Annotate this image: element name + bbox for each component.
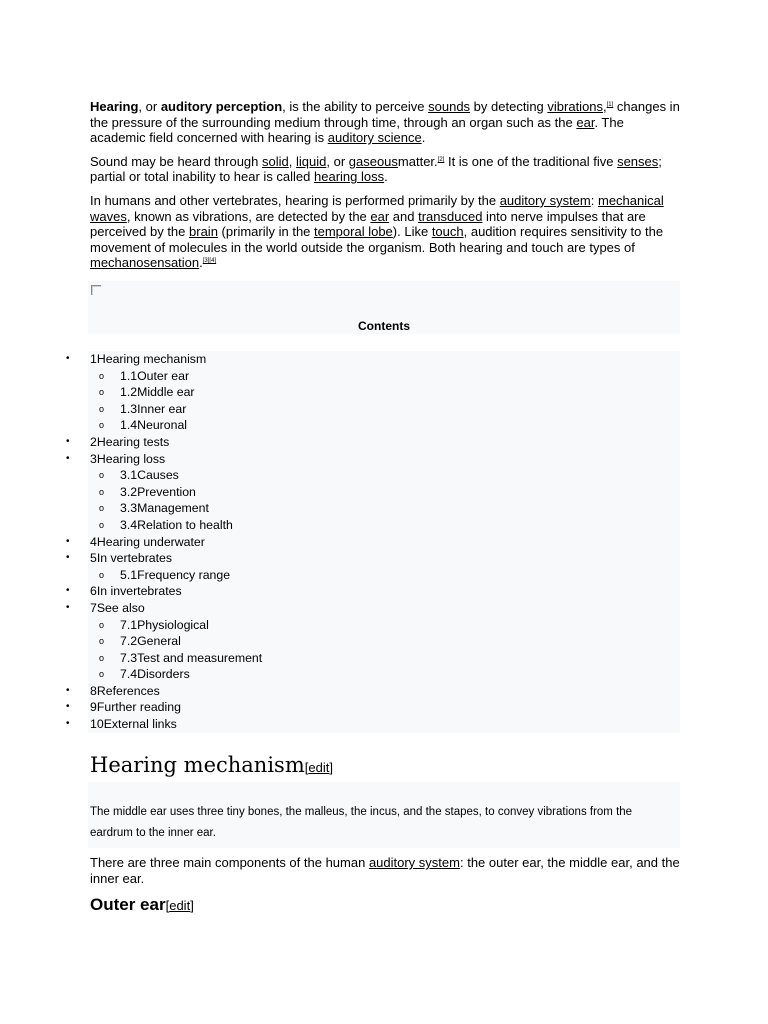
toc-label: Prevention: [137, 484, 196, 499]
toc-item-background: [88, 434, 680, 451]
toc-label: Frequency range: [137, 567, 231, 582]
toc-number: 1.2: [120, 385, 138, 400]
text: ; partial or total inability to hear is called: [90, 153, 662, 185]
section-heading-outer-ear: [90, 894, 194, 917]
bullet-icon: •: [66, 701, 70, 713]
link-gaseous[interactable]: gaseous: [348, 153, 398, 169]
heading-text: Outer ear: [90, 895, 166, 914]
link-sounds[interactable]: sounds: [428, 99, 471, 114]
image-caption-box: [88, 782, 680, 848]
toc-item-link[interactable]: [90, 351, 206, 368]
link-brain[interactable]: brain: [189, 224, 218, 240]
toc-item[interactable]: [0, 583, 768, 600]
toc-number: 7.4: [120, 667, 138, 682]
link-touch[interactable]: touch: [431, 224, 464, 240]
toc-item-link[interactable]: [90, 451, 165, 468]
toc-item[interactable]: [0, 633, 768, 650]
text: , or: [326, 153, 349, 169]
circle-bullet-icon: o: [99, 636, 105, 647]
toc-label: Hearing underwater: [96, 534, 205, 549]
toc-number: 2: [90, 434, 97, 449]
section-heading-hearing-mechanism: [90, 752, 680, 784]
bullet-icon: •: [66, 684, 70, 696]
toc-label: Disorders: [137, 667, 190, 682]
text: .: [421, 130, 426, 146]
toc-item[interactable]: [0, 384, 768, 401]
link-auditory-system[interactable]: auditory system: [499, 192, 591, 208]
toc-number: 1.1: [120, 368, 138, 383]
intro-paragraph-2: [90, 154, 680, 185]
image-caption: The middle ear uses three tiny bones, the malleus, the incus, and the stapes, to convey vibrations from the eardrum to the inner ear.: [90, 806, 633, 839]
toc-item-link[interactable]: [120, 500, 209, 517]
toc-number: 3: [90, 451, 97, 466]
text: In humans and other vertebrates, hearing is performed primarily by the: [90, 192, 500, 208]
link-ear[interactable]: ear: [576, 114, 595, 130]
link-temporal-lobe[interactable]: temporal lobe: [314, 224, 393, 240]
text: , is the ability to perceive: [282, 99, 429, 114]
toc-label: Physiological: [137, 617, 209, 632]
link-solid[interactable]: solid: [262, 153, 289, 169]
edit-label[interactable]: edit: [169, 898, 191, 913]
text: and: [389, 208, 419, 224]
text: matter.: [397, 153, 438, 169]
toc-label: Management: [137, 501, 209, 516]
toc-label: Test and measurement: [137, 650, 263, 665]
toc-number: 7: [90, 600, 97, 615]
link-senses[interactable]: senses: [617, 153, 659, 169]
circle-bullet-icon: o: [99, 420, 105, 431]
toc-label: Inner ear: [137, 401, 187, 416]
circle-bullet-icon: o: [99, 470, 105, 481]
text: (primarily in the: [217, 224, 315, 240]
toc-item[interactable]: [0, 484, 768, 501]
intro-paragraph-1: [90, 99, 680, 146]
text: , audition requires sensitivity to the movement of molecules in the world outside the organism. Both hearing and touch are types of: [90, 224, 664, 255]
toc-number: 9: [90, 700, 97, 715]
toc-label: Outer ear: [137, 368, 190, 383]
toc-label: Further reading: [96, 700, 181, 715]
text: It is one of the traditional five: [444, 153, 618, 169]
toc-item-link[interactable]: [120, 467, 179, 484]
link-auditory-science[interactable]: auditory science: [327, 130, 422, 146]
bullet-icon: •: [66, 535, 70, 547]
toc-item[interactable]: [0, 467, 768, 484]
toc-item-link[interactable]: [120, 666, 190, 683]
article-intro: [90, 99, 680, 271]
text: .: [199, 255, 203, 271]
heading-text: Hearing mechanism: [90, 753, 305, 777]
link-vibrations[interactable]: vibrations,: [547, 99, 607, 114]
toc-item-link[interactable]: [90, 683, 160, 700]
toc-item-link[interactable]: [120, 650, 262, 667]
term-hearing: Hearing: [90, 99, 139, 114]
term-auditory-perception: auditory perception: [160, 99, 283, 114]
toc-number: 5: [90, 551, 97, 566]
bullet-icon: •: [66, 452, 70, 464]
toc-item[interactable]: [0, 550, 768, 567]
citation-3-4[interactable]: [3][4]: [202, 258, 217, 265]
toc-item-background: [88, 550, 680, 567]
toc-number: 3.1: [120, 468, 138, 483]
text: by detecting: [470, 99, 548, 114]
toc-number: 1.4: [120, 418, 138, 433]
toc-item[interactable]: [0, 683, 768, 700]
citation-1[interactable]: [1]: [606, 102, 614, 108]
toc-number: 7.2: [120, 634, 138, 649]
text: ,: [288, 153, 296, 169]
toc-item-link[interactable]: [120, 484, 196, 501]
link-transduced[interactable]: transduced: [418, 208, 483, 224]
toc-label: References: [96, 683, 160, 698]
bullet-icon: •: [66, 435, 70, 447]
toc-item-link[interactable]: [90, 583, 182, 600]
toc-item[interactable]: [0, 716, 768, 733]
toc-item[interactable]: [0, 417, 768, 434]
circle-bullet-icon: o: [99, 652, 105, 663]
toc-number: 5.1: [120, 567, 138, 582]
citation-2[interactable]: [2]: [437, 156, 445, 163]
edit-section-link[interactable]: [166, 898, 194, 913]
toc-label: Neuronal: [137, 418, 188, 433]
toc-number: 3.2: [120, 484, 138, 499]
edit-label[interactable]: edit: [308, 760, 330, 775]
toc-label: General: [137, 634, 181, 649]
text: ). Like: [392, 224, 432, 240]
bullet-icon: •: [66, 552, 70, 564]
circle-bullet-icon: o: [99, 519, 105, 530]
text: .: [384, 169, 388, 185]
toc-item[interactable]: [0, 517, 768, 534]
bullet-icon: •: [66, 718, 70, 730]
link-liquid[interactable]: liquid: [296, 153, 327, 169]
circle-bullet-icon: o: [99, 669, 105, 680]
toc-item[interactable]: [0, 351, 768, 368]
toc-label: In vertebrates: [96, 551, 173, 566]
toc-item[interactable]: [0, 500, 768, 517]
toc-item-link[interactable]: [90, 699, 181, 716]
circle-bullet-icon: o: [99, 569, 105, 580]
toc-title: Contents: [358, 319, 410, 333]
toc-toggle-checkbox-icon[interactable]: [91, 285, 101, 295]
circle-bullet-icon: o: [99, 619, 105, 630]
bullet-icon: •: [66, 353, 70, 364]
toc-label: External links: [103, 717, 177, 732]
circle-bullet-icon: o: [99, 403, 105, 414]
edit-bracket: [: [165, 898, 170, 913]
toc-number: 3.3: [120, 501, 138, 516]
edit-section-link[interactable]: [305, 760, 333, 775]
toc-item[interactable]: [0, 368, 768, 385]
circle-bullet-icon: o: [99, 503, 105, 514]
toc-item-link[interactable]: [120, 633, 181, 650]
circle-bullet-icon: o: [99, 486, 105, 497]
toc-label: Hearing tests: [96, 434, 170, 449]
edit-bracket: [: [304, 760, 309, 775]
toc-header: [88, 281, 680, 334]
toc-item-link[interactable]: [120, 517, 233, 534]
toc-item[interactable]: [0, 650, 768, 667]
toc-number: 3.4: [120, 517, 138, 532]
toc-number: 7.1: [120, 617, 138, 632]
toc-list: [0, 351, 768, 733]
toc-item-link[interactable]: [120, 401, 186, 418]
toc-label: Hearing loss: [96, 451, 166, 466]
toc-label: See also: [96, 600, 145, 615]
toc-item-link[interactable]: [120, 384, 195, 401]
text: changes in the pressure of the surrounding medium through time, through an organ such as the: [90, 99, 680, 130]
toc-item[interactable]: [0, 534, 768, 551]
text: . The academic field concerned with hearing is: [90, 114, 624, 146]
toc-item[interactable]: [0, 567, 768, 584]
toc-item-link[interactable]: [120, 417, 187, 434]
toc-number: 10: [90, 717, 104, 732]
link-mechanical-waves[interactable]: mechanical waves: [90, 192, 664, 224]
toc-item-link[interactable]: [90, 550, 172, 567]
circle-bullet-icon: o: [99, 370, 105, 381]
section-paragraph: [90, 855, 680, 886]
toc-label: Hearing mechanism: [96, 352, 207, 366]
link-auditory-system[interactable]: auditory system: [368, 855, 460, 870]
toc-label: Middle ear: [137, 385, 195, 400]
toc-number: 1: [90, 352, 97, 366]
text: :: [590, 192, 598, 208]
link-mechanosensation[interactable]: mechanosensation: [90, 255, 200, 271]
toc-item-link[interactable]: [120, 567, 230, 584]
toc-item[interactable]: [0, 617, 768, 634]
toc-item[interactable]: [0, 600, 768, 617]
edit-bracket: ]: [329, 760, 333, 775]
toc-item-link[interactable]: [120, 617, 209, 634]
toc-label: Causes: [137, 468, 179, 483]
toc-number: 1.3: [120, 401, 138, 416]
toc-item-link[interactable]: [90, 600, 145, 617]
bullet-icon: •: [66, 585, 70, 597]
toc-number: 8: [90, 683, 97, 698]
text: , known as vibrations, are detected by the: [126, 208, 371, 224]
toc-number: 6: [90, 584, 97, 599]
toc-item[interactable]: [0, 666, 768, 683]
circle-bullet-icon: o: [99, 387, 105, 398]
text: Sound may be heard through: [90, 153, 263, 169]
text: into nerve impulses that are perceived by the: [90, 208, 646, 240]
text: There are three main components of the human: [90, 855, 369, 870]
toc-number: 4: [90, 534, 97, 549]
toc-item-link[interactable]: [120, 368, 189, 385]
link-hearing-loss[interactable]: hearing loss: [314, 169, 385, 185]
edit-bracket: ]: [190, 898, 194, 913]
toc-item-link[interactable]: [90, 716, 177, 733]
toc-item-background: [88, 683, 680, 700]
toc-item[interactable]: [0, 401, 768, 418]
toc-item-background: [88, 600, 680, 617]
toc-item-link[interactable]: [90, 434, 169, 451]
toc-number: 7.3: [120, 650, 138, 665]
toc-item[interactable]: [0, 699, 768, 716]
link-ear[interactable]: ear: [370, 208, 390, 224]
toc-label: Relation to health: [137, 517, 233, 532]
toc-item-background: [88, 451, 680, 468]
toc-item[interactable]: [0, 434, 768, 451]
intro-paragraph-3: [90, 193, 680, 271]
toc-label: In invertebrates: [96, 584, 182, 599]
text: : the outer ear, the middle ear, and the inner ear.: [90, 855, 680, 886]
toc-item-link[interactable]: [90, 534, 205, 551]
text: , or: [138, 99, 161, 114]
bullet-icon: •: [66, 601, 70, 613]
toc-item[interactable]: [0, 451, 768, 468]
